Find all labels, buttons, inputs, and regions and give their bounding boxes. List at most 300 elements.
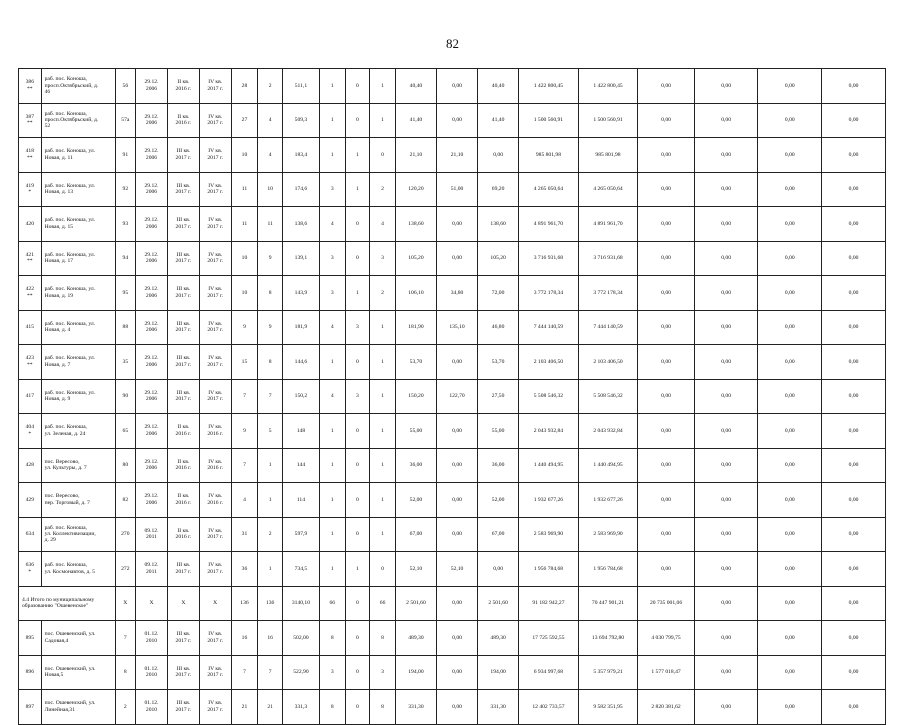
table-cell-addr: раб. пос. Коноша, ул. Новая, д. 9 (41, 379, 115, 414)
table-cell-c20: 0,00 (758, 552, 822, 587)
table-cell-c8: 8 (258, 345, 283, 380)
table-cell-c16: 3 716 931,68 (519, 241, 579, 276)
table-cell-c19: 0,00 (694, 207, 758, 242)
table-cell-c5: III кв. 2017 г. (167, 379, 199, 414)
table-cell-c5: III кв. 2017 г. (167, 207, 199, 242)
page-number: 82 (446, 36, 459, 51)
table-cell-c4: 29.12. 2006 (136, 414, 168, 449)
table-cell-c8: 9 (258, 241, 283, 276)
table-cell-c19: 0,00 (694, 483, 758, 518)
table-cell-c11: 3 (345, 310, 370, 345)
table-cell-c19: 0,00 (694, 103, 758, 138)
table-cell-c21: 0,00 (822, 138, 886, 173)
table-cell-c19: 0,00 (694, 241, 758, 276)
table-cell-c8: 11 (258, 207, 283, 242)
table-cell-c5: III кв. 2017 г. (167, 345, 199, 380)
table-row (19, 138, 886, 173)
table-cell-c16: 17 725 592,55 (519, 621, 579, 656)
table-cell-c18: 0,00 (638, 552, 694, 587)
table-cell-c13: 53,70 (395, 345, 436, 380)
table-cell-c21: 0,00 (822, 552, 886, 587)
table-cell-c18: 0,00 (638, 172, 694, 207)
table-cell-c9: 144 (282, 448, 319, 483)
table-cell-c15: 36,00 (478, 448, 519, 483)
table-cell-c8: 1 (258, 483, 283, 518)
table-cell-c12: 2 (370, 172, 396, 207)
table-cell-c16: 6 934 997,68 (519, 655, 579, 690)
table-cell-c17: 70 447 901,21 (578, 586, 638, 621)
table-cell-c17: 13 694 792,80 (578, 621, 638, 656)
table-cell-c14: 135,10 (436, 310, 477, 345)
table-cell-c8: 1 (258, 448, 283, 483)
table-cell-c9: 183,4 (282, 138, 319, 173)
table-cell-c9: 502,00 (282, 621, 319, 656)
table-cell-addr: раб. пос. Коноша, ул. Новая, д. 15 (41, 207, 115, 242)
table-cell-c20: 0,00 (758, 241, 822, 276)
table-cell-addr: раб. пос. Коноша, ул. Новая, д. 19 (41, 276, 115, 311)
table-cell-c21: 0,00 (822, 517, 886, 552)
table-cell-c12: 1 (370, 483, 396, 518)
table-row (19, 655, 886, 690)
table-cell-c4: 29.12. 2006 (136, 69, 168, 104)
table-cell-c7: 28 (231, 69, 258, 104)
table-cell-c15: 105,20 (478, 241, 519, 276)
table-cell-c21: 0,00 (822, 345, 886, 380)
table-cell-c9: 734,5 (282, 552, 319, 587)
table-cell-c17: 5 508 546,32 (578, 379, 638, 414)
table-cell-c9: 174,6 (282, 172, 319, 207)
table-cell-addr: раб. пос. Коноша, ул. Коллективизации, д. 29 (41, 517, 115, 552)
table-cell-c11: 0 (345, 690, 370, 725)
table-cell-c7: 10 (231, 276, 258, 311)
table-cell-c4: 29.12. 2006 (136, 345, 168, 380)
table-cell-c5: III кв. 2017 г. (167, 690, 199, 725)
table-cell-c10: 1 (319, 414, 345, 449)
table-cell-c6: IV кв. 2017 г. (199, 103, 231, 138)
table-cell-c12: 3 (370, 241, 396, 276)
table-cell-c13: 55,00 (395, 414, 436, 449)
table-cell-c18: 20 735 001,06 (638, 586, 694, 621)
table-cell-id: 897 (19, 690, 42, 725)
table-cell-c9: 138,6 (282, 207, 319, 242)
table-cell-c17: 4 265 050,64 (578, 172, 638, 207)
table-cell-c14: 0,00 (436, 448, 477, 483)
table-cell-c19: 0,00 (694, 172, 758, 207)
table-cell-c4: 01.12. 2010 (136, 621, 168, 656)
table-cell-c3: 2 (115, 690, 136, 725)
table-cell-c20: 0,00 (758, 655, 822, 690)
table-cell-c12: 1 (370, 448, 396, 483)
table-cell-c10: 3 (319, 241, 345, 276)
table-cell-id: 429 (19, 483, 42, 518)
table-cell-c10: 4 (319, 379, 345, 414)
table-cell-id: 895 (19, 621, 42, 656)
table-cell-c21: 0,00 (822, 655, 886, 690)
table-cell-c7: 10 (231, 241, 258, 276)
table-cell-c12: 2 (370, 276, 396, 311)
table-cell-c10: 3 (319, 172, 345, 207)
table-cell-c9: 143,9 (282, 276, 319, 311)
table-cell-c19: 0,00 (694, 690, 758, 725)
table-cell-c16: 1 500 560,91 (519, 103, 579, 138)
table-cell-c21: 0,00 (822, 414, 886, 449)
table-cell-c3: 56 (115, 69, 136, 104)
table-cell-c12: 4 (370, 207, 396, 242)
table-cell-c20: 0,00 (758, 345, 822, 380)
table-cell-c13: 106,10 (395, 276, 436, 311)
table-cell-c3: 93 (115, 207, 136, 242)
table-cell-c5: III кв. 2017 г. (167, 310, 199, 345)
table-cell-c18: 0,00 (638, 103, 694, 138)
table-cell-c20: 0,00 (758, 690, 822, 725)
table-cell-c19: 0,00 (694, 276, 758, 311)
table-cell-c19: 0,00 (694, 138, 758, 173)
table-cell-c11: 1 (345, 138, 370, 173)
table-cell-c21: 0,00 (822, 621, 886, 656)
table-cell-c13: 331,30 (395, 690, 436, 725)
table-cell-c21: 0,00 (822, 207, 886, 242)
table-cell-c11: 0 (345, 69, 370, 104)
table-cell-c13: 36,00 (395, 448, 436, 483)
table-cell-id: 428 (19, 448, 42, 483)
table-cell-c3: 82 (115, 483, 136, 518)
table-cell-c14: 122,70 (436, 379, 477, 414)
table-cell-addr: раб. пос. Коноша, ул. Новая, д. 7 (41, 345, 115, 380)
table-cell-c16: 985 801,98 (519, 138, 579, 173)
table-cell-c11: 0 (345, 414, 370, 449)
table-cell-addr: раб. пос. Коноша, ул. Новая, д. 11 (41, 138, 115, 173)
table-cell-c11: 0 (345, 517, 370, 552)
table-cell-c5: III кв. 2017 г. (167, 552, 199, 587)
table-cell-id: 423 ** (19, 345, 42, 380)
table-cell-c14: 0,00 (436, 69, 477, 104)
table-cell-c13: 138,60 (395, 207, 436, 242)
table-cell-c6: IV кв. 2017 г. (199, 138, 231, 173)
table-cell-c21: 0,00 (822, 276, 886, 311)
table-cell-c3: 272 (115, 552, 136, 587)
table-cell-c15: 331,30 (478, 690, 519, 725)
table-cell-c6: IV кв. 2017 г. (199, 276, 231, 311)
table-cell-c8: 16 (258, 621, 283, 656)
table-cell-c7: 9 (231, 414, 258, 449)
table-cell-c19: 0,00 (694, 310, 758, 345)
table-cell-c4: 29.12. 2006 (136, 379, 168, 414)
table-row (19, 310, 886, 345)
table-cell-c21: 0,00 (822, 241, 886, 276)
table-cell-c19: 0,00 (694, 69, 758, 104)
table-cell-c12: 1 (370, 310, 396, 345)
table-cell-c20: 0,00 (758, 483, 822, 518)
table-cell-c3: 88 (115, 310, 136, 345)
table-cell-c16: 7 444 140,59 (519, 310, 579, 345)
table-cell-c10: 1 (319, 552, 345, 587)
table-cell-c9: 181,9 (282, 310, 319, 345)
table-cell-c11: 1 (345, 552, 370, 587)
table-cell-c13: 105,20 (395, 241, 436, 276)
table-cell-c12: 1 (370, 69, 396, 104)
table-cell-c11: 1 (345, 276, 370, 311)
table-cell-c14: 0,00 (436, 241, 477, 276)
table-cell-c11: 0 (345, 621, 370, 656)
table-cell-c15: 41,40 (478, 103, 519, 138)
table-cell-c8: 4 (258, 103, 283, 138)
table-cell-c21: 0,00 (822, 483, 886, 518)
table-cell-c16: 3 772 178,34 (519, 276, 579, 311)
table-cell-c15: 138,60 (478, 207, 519, 242)
table-cell-c8: 5 (258, 414, 283, 449)
table-cell-c11: 0 (345, 207, 370, 242)
table-row (19, 103, 886, 138)
table-cell-c3: 94 (115, 241, 136, 276)
table-cell-c8: 2 (258, 517, 283, 552)
table-cell-id: 634 (19, 517, 42, 552)
table-cell-c19: 0,00 (694, 655, 758, 690)
table-cell-c5: III кв. 2017 г. (167, 276, 199, 311)
table-cell-c15: 489,30 (478, 621, 519, 656)
table-cell-c14: 51,00 (436, 172, 477, 207)
table-cell-c17: 1 500 560,91 (578, 103, 638, 138)
table-cell-c10: 1 (319, 138, 345, 173)
table-cell-c12: 8 (370, 690, 396, 725)
table-cell-c7: 11 (231, 172, 258, 207)
table-cell-c7: 7 (231, 448, 258, 483)
table-cell-c8: 10 (258, 172, 283, 207)
table-cell-c8: 7 (258, 379, 283, 414)
table-cell-c10: 3 (319, 276, 345, 311)
table-cell-c4: 29.12. 2006 (136, 448, 168, 483)
table-row (19, 621, 886, 656)
table-cell-c11: 0 (345, 655, 370, 690)
table-cell-c15: 0,00 (478, 552, 519, 587)
table-cell-c17: 985 801,98 (578, 138, 638, 173)
table-cell-c12: 1 (370, 517, 396, 552)
table-cell-c9: 139,1 (282, 241, 319, 276)
table-cell-c8: 2 (258, 69, 283, 104)
table-cell-c5: II кв. 2016 г. (167, 414, 199, 449)
table-cell-c11: 1 (345, 172, 370, 207)
table-cell-c10: 8 (319, 621, 345, 656)
table-cell-c8: 8 (258, 276, 283, 311)
table-cell-c10: 1 (319, 69, 345, 104)
table-row (19, 517, 886, 552)
table-cell-c5: III кв. 2017 г. (167, 138, 199, 173)
table-cell-c18: 0,00 (638, 379, 694, 414)
table-cell-c16: 91 182 942,27 (519, 586, 579, 621)
table-cell-c15: 55,00 (478, 414, 519, 449)
table-cell-c11: 0 (345, 103, 370, 138)
table-cell-c19: 0,00 (694, 345, 758, 380)
table-cell-c3: 65 (115, 414, 136, 449)
table-cell-c3: 7 (115, 621, 136, 656)
table-cell-c11: 0 (345, 241, 370, 276)
table-cell-c12: 0 (370, 552, 396, 587)
table-cell-c7: 136 (231, 586, 258, 621)
table-cell-c6: IV кв. 2017 г. (199, 241, 231, 276)
table-cell-c21: 0,00 (822, 172, 886, 207)
resettlement-table (18, 68, 886, 725)
table-cell-c6: IV кв. 2016 г. (199, 483, 231, 518)
table-cell-c20: 0,00 (758, 276, 822, 311)
table-cell-c18: 4 030 799,75 (638, 621, 694, 656)
table-cell-c10: 1 (319, 517, 345, 552)
table-cell-c16: 2 583 969,90 (519, 517, 579, 552)
table-cell-c14: 0,00 (436, 414, 477, 449)
table-cell-c7: 7 (231, 655, 258, 690)
table-cell-c8: 4 (258, 138, 283, 173)
table-cell-addr: раб. пос. Коноша, ул. Зеленая, д. 24 (41, 414, 115, 449)
table-cell-c13: 150,20 (395, 379, 436, 414)
table-cell-c7: 4 (231, 483, 258, 518)
table-cell-id: 421 ** (19, 241, 42, 276)
table-cell-c13: 41,40 (395, 103, 436, 138)
table-cell-c10: 8 (319, 690, 345, 725)
table-row (19, 172, 886, 207)
table-cell-addr: пос. Ошевенский, ул. Линейная,31 (41, 690, 115, 725)
table-cell-c11: 0 (345, 586, 370, 621)
table-cell-id: 387 ** (19, 103, 42, 138)
table-cell-c7: 10 (231, 138, 258, 173)
table-cell-c19: 0,00 (694, 552, 758, 587)
table-cell-c7: 31 (231, 517, 258, 552)
table-cell-c9: 144,6 (282, 345, 319, 380)
table-cell-c14: 0,00 (436, 103, 477, 138)
table-cell-c13: 2 501,60 (395, 586, 436, 621)
table-cell-c8: 136 (258, 586, 283, 621)
table-cell-c4: X (136, 586, 168, 621)
table-cell-addr: пос. Вересово, пер. Торговый, д. 7 (41, 483, 115, 518)
table-cell-c4: 09.12. 2011 (136, 552, 168, 587)
table-cell-c20: 0,00 (758, 103, 822, 138)
table-cell-c18: 0,00 (638, 414, 694, 449)
table-cell-id: 404 * (19, 414, 42, 449)
table-cell-c12: 3 (370, 655, 396, 690)
table-cell-c17: 2 043 932,84 (578, 414, 638, 449)
table-cell-c18: 0,00 (638, 310, 694, 345)
table-cell-c15: 0,00 (478, 138, 519, 173)
table-cell-c5: II кв. 2016 г. (167, 517, 199, 552)
table-cell-c5: II кв. 2016 г. (167, 103, 199, 138)
table-cell-c11: 0 (345, 483, 370, 518)
table-cell-c9: 148 (282, 414, 319, 449)
table-cell-c3: 80 (115, 448, 136, 483)
table-cell-c3: 91 (115, 138, 136, 173)
table-cell-c9: 150,2 (282, 379, 319, 414)
table-cell-c17: 5 357 979,21 (578, 655, 638, 690)
table-cell-c13: 489,30 (395, 621, 436, 656)
table-cell-c10: 1 (319, 448, 345, 483)
table-cell-c21: 0,00 (822, 310, 886, 345)
table-cell-c3: 92 (115, 172, 136, 207)
table-cell-c15: 69,20 (478, 172, 519, 207)
table-cell-c19: 0,00 (694, 586, 758, 621)
table-cell-c14: 0,00 (436, 586, 477, 621)
table-cell-c18: 1 577 018,47 (638, 655, 694, 690)
table-cell-c18: 0,00 (638, 69, 694, 104)
table-cell-c3: 270 (115, 517, 136, 552)
table-cell-c21: 0,00 (822, 69, 886, 104)
table-cell-id: 420 (19, 207, 42, 242)
table-cell-c10: 3 (319, 655, 345, 690)
table-cell-c17: 4 891 961,70 (578, 207, 638, 242)
table-cell-c16: 4 891 961,70 (519, 207, 579, 242)
table-cell-c18: 0,00 (638, 448, 694, 483)
table-cell-c9: 509,3 (282, 103, 319, 138)
table-cell-c13: 181,90 (395, 310, 436, 345)
table-cell-c16: 2 043 932,84 (519, 414, 579, 449)
table-cell-c12: 66 (370, 586, 396, 621)
table-cell-c17: 3 716 931,68 (578, 241, 638, 276)
table-row (19, 552, 886, 587)
table-cell-c7: 16 (231, 621, 258, 656)
table-cell-c3: 8 (115, 655, 136, 690)
table-cell-c7: 36 (231, 552, 258, 587)
table-cell-c10: 1 (319, 483, 345, 518)
table-cell-c8: 7 (258, 655, 283, 690)
table-cell-c18: 0,00 (638, 483, 694, 518)
table-cell-c5: II кв. 2016 г. (167, 69, 199, 104)
table-cell-c14: 0,00 (436, 690, 477, 725)
table-cell-c17: 3 772 178,34 (578, 276, 638, 311)
table-cell-c14: 0,00 (436, 655, 477, 690)
table-cell-c10: 66 (319, 586, 345, 621)
table-cell-c21: 0,00 (822, 690, 886, 725)
table-cell-c3: X (115, 586, 136, 621)
table-cell-c17: 1 422 800,45 (578, 69, 638, 104)
table-cell-c7: 27 (231, 103, 258, 138)
table-cell-c20: 0,00 (758, 448, 822, 483)
table-cell-c16: 12 402 733,57 (519, 690, 579, 725)
table-cell-c4: 29.12. 2006 (136, 103, 168, 138)
table-cell-c9: 331,3 (282, 690, 319, 725)
table-cell-c20: 0,00 (758, 379, 822, 414)
table-cell-c13: 194,00 (395, 655, 436, 690)
table-cell-c6: IV кв. 2017 г. (199, 655, 231, 690)
table-cell-c4: 01.12. 2010 (136, 690, 168, 725)
table-cell-c13: 52,10 (395, 552, 436, 587)
table-row (19, 414, 886, 449)
table-cell-id: 419 * (19, 172, 42, 207)
table-cell-c9: 511,1 (282, 69, 319, 104)
table-cell-addr: раб. пос. Коноша, ул. Новая, д. 13 (41, 172, 115, 207)
table-cell-c13: 67,00 (395, 517, 436, 552)
table-cell-c13: 21,10 (395, 138, 436, 173)
table-cell-c18: 0,00 (638, 138, 694, 173)
table-cell-c20: 0,00 (758, 414, 822, 449)
table-cell-addr: раб. пос. Коноша, просп.Октябрьский, д. 46 (41, 69, 115, 104)
table-cell-c11: 3 (345, 379, 370, 414)
table-cell-c4: 29.12. 2006 (136, 483, 168, 518)
table-cell-c21: 0,00 (822, 379, 886, 414)
table-cell-c14: 0,00 (436, 483, 477, 518)
table-cell-addr: пос. Ошевенский, ул. Новая,5 (41, 655, 115, 690)
table-cell-c17: 1 440 494,95 (578, 448, 638, 483)
table-cell-id: 415 (19, 310, 42, 345)
table-cell-c6: IV кв. 2017 г. (199, 69, 231, 104)
table-cell-c19: 0,00 (694, 414, 758, 449)
table-cell-c14: 0,00 (436, 517, 477, 552)
table-cell-c16: 1 932 677,26 (519, 483, 579, 518)
table-cell-c14: 0,00 (436, 207, 477, 242)
table-cell-c12: 1 (370, 103, 396, 138)
table-cell-c10: 1 (319, 345, 345, 380)
table-cell-c12: 8 (370, 621, 396, 656)
table-cell-c16: 2 103 406,50 (519, 345, 579, 380)
table-cell-c13: 120,20 (395, 172, 436, 207)
table-cell-addr: пос. Ошевенский, ул. Садовая,4 (41, 621, 115, 656)
table-cell-c17: 2 583 969,90 (578, 517, 638, 552)
table-cell-c8: 21 (258, 690, 283, 725)
table-cell-c12: 1 (370, 345, 396, 380)
